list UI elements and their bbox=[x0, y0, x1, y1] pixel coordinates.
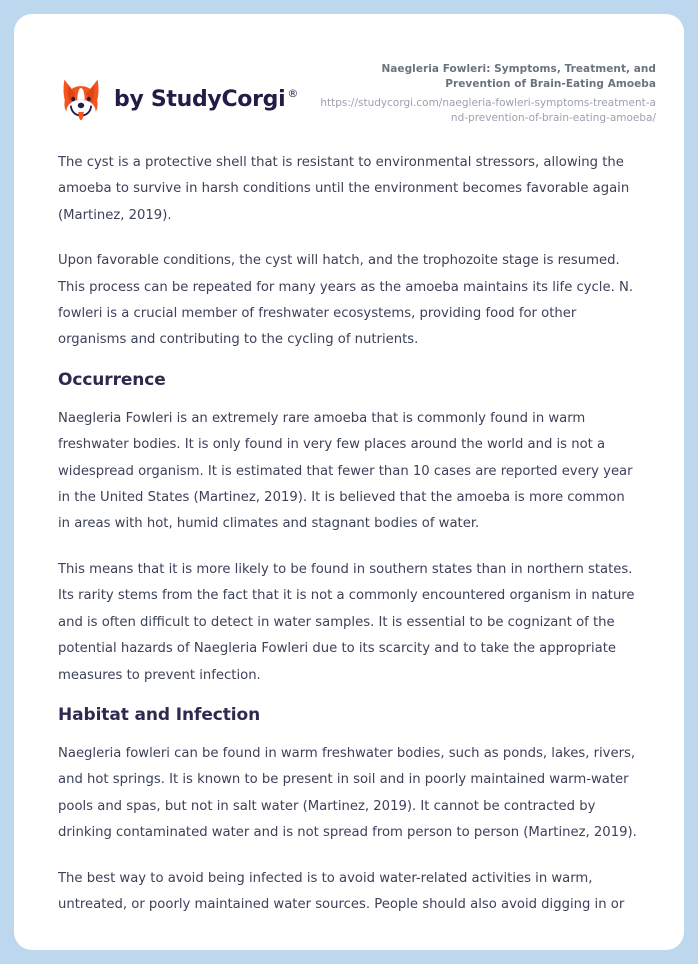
brand-logo[interactable] bbox=[58, 62, 298, 122]
section-heading-occurrence: Occurrence bbox=[58, 369, 166, 390]
paragraph: Naegleria fowleri can be found in warm freshwater bodies, such as ponds, lakes, rivers, and hot springs. It is known to be present in soil and in poorly maintained warm-water pools and spas, but not in salt water (Martinez, 2019). It cannot be contracted by drinking contaminated water and is not spread from person to person (Martinez, 2019). bbox=[58, 745, 637, 841]
paragraph: Upon favorable conditions, the cyst will hatch, and the trophozoite stage is resumed. This process can be repeated for many years as the amoeba maintains its life cycle. N. fowleri is a crucial member of freshwater ecosystems, providing food for other organisms and contributing to the cycling of nutrients. bbox=[58, 253, 634, 348]
document-header bbox=[14, 14, 684, 132]
paragraph: Naegleria Fowleri is an extremely rare amoeba that is commonly found in warm freshwater bodies. It is only found in very few places around the world and is not a widespread organism. It is estimated that fewer than 10 cases are reported every year in the United States (Martinez, 2019). It is believed that the amoeba is more common in areas with hot, humid climates and stagnant bodies of water. bbox=[58, 410, 633, 532]
paragraph: The cyst is a protective shell that is resistant to environmental stressors, allowing the amoeba to survive in harsh conditions until the environment becomes favorable again (Martinez, 2019). bbox=[58, 155, 630, 223]
document-title: Naegleria Fowleri: Symptoms, Treatment, and Prevention of Brain-Eating Amoeba bbox=[381, 63, 656, 90]
document-page-card bbox=[14, 14, 684, 950]
brand-wordmark bbox=[114, 87, 298, 112]
paragraph: The best way to avoid being infected is to avoid water-related activities in warm, untreated, or poorly maintained water sources. People should also avoid digging in or bbox=[58, 870, 625, 912]
corgi-logo-icon bbox=[58, 76, 104, 122]
document-source-url[interactable]: https://studycorgi.com/naegleria-fowleri-symptoms-treatment-and-prevention-of-brain-eating-amoeba/ bbox=[320, 96, 656, 124]
header-meta bbox=[316, 62, 668, 126]
paragraph: This means that it is more likely to be found in southern states than in northern states. Its rarity stems from the fact that it is not a commonly encountered organism in nature and is often difficult to detect in water samples. It is essential to be cognizant of the potential hazards of Naegleria Fowleri due to its scarcity and to take the appropriate measures to prevent infection. bbox=[58, 561, 635, 683]
brand-wordmark-text: by StudyCorgi bbox=[114, 86, 286, 112]
document-body bbox=[14, 132, 684, 918]
registered-trademark-icon: ® bbox=[287, 87, 299, 101]
section-heading-habitat-and-infection: Habitat and Infection bbox=[58, 704, 261, 725]
